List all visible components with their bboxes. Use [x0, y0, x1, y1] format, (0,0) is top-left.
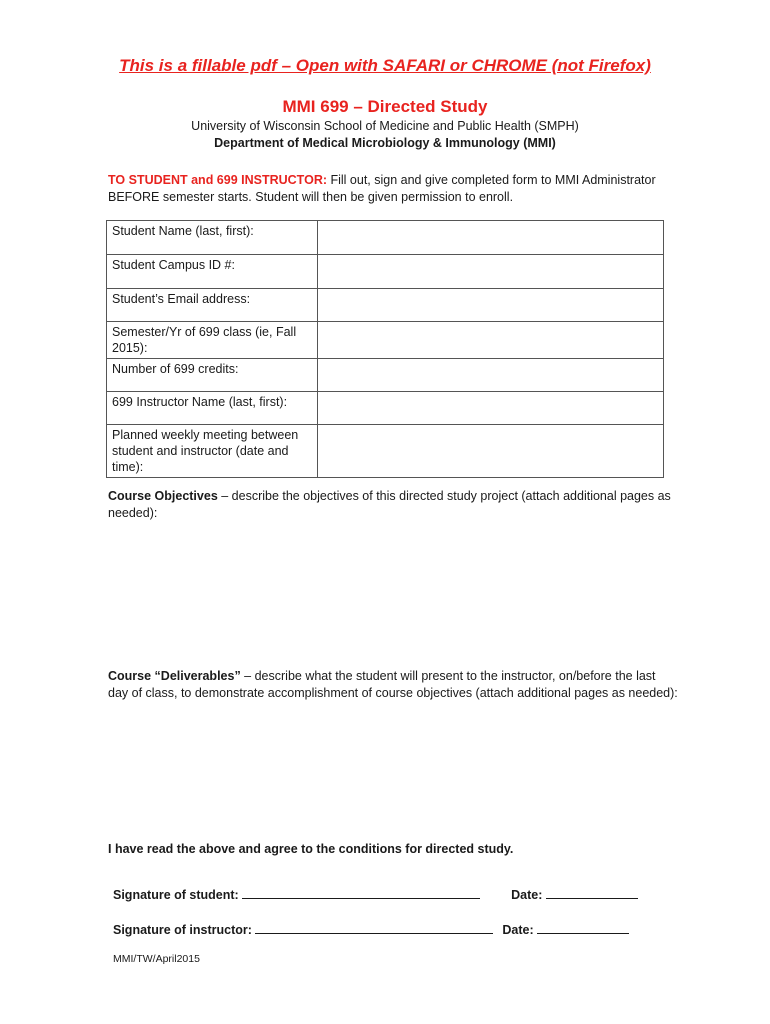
field-email[interactable] [318, 289, 664, 322]
deliverables-text: – describe what the student will present to the instructor, on/before the last day of class, to demonstrate accomplishment of course objectives (attach additional pages as needed): [108, 669, 678, 700]
instructions-text: Fill out, sign and give completed form to MMI Administrator BEFORE semester starts. Student will then be given permission to enroll. [108, 173, 656, 204]
instructions [108, 172, 678, 206]
student-signature-label: Signature of student [113, 888, 235, 902]
deliverables-field[interactable] [108, 722, 664, 832]
field-label-student-name: Student Name (last, first): [107, 221, 318, 255]
field-credits[interactable] [318, 359, 664, 392]
field-weekly-meeting[interactable] [318, 425, 664, 478]
field-label-instructor-name: 699 Instructor Name (last, first): [107, 392, 318, 425]
instructor-date-label: Date [502, 923, 530, 937]
field-campus-id[interactable] [318, 255, 664, 289]
instructions-lead: TO STUDENT and 699 INSTRUCTOR: [108, 173, 328, 187]
field-label-semester: Semester/Yr of 699 class (ie, Fall 2015): [107, 322, 318, 359]
university-name: University of Wisconsin School of Medicine and Public Health (SMPH) [191, 119, 579, 133]
student-info-table [106, 220, 664, 478]
deliverables-section [108, 668, 678, 702]
field-label-weekly-meeting: Planned weekly meeting between student and instructor (date and time): [107, 425, 318, 478]
department-name: Department of Medical Microbiology & Immunology (MMI) [214, 136, 556, 150]
objectives-field[interactable] [108, 525, 664, 655]
agreement-statement: I have read the above and agree to the conditions for directed study. [108, 842, 514, 856]
field-label-email: Student’s Email address: [107, 289, 318, 322]
objectives-section [108, 488, 678, 522]
student-date-label: Date [511, 888, 539, 902]
instructor-signature-label: Signature of instructor [113, 923, 248, 937]
instructor-signature-field[interactable] [255, 921, 493, 934]
field-instructor-name[interactable] [318, 392, 664, 425]
form-version-footer: MMI/TW/April2015 [113, 953, 200, 965]
student-date-field[interactable] [546, 886, 638, 899]
student-signature-row: Signature of student: Date: [113, 886, 673, 902]
deliverables-heading: Course “Deliverables” [108, 669, 241, 683]
student-signature-field[interactable] [242, 886, 480, 899]
field-semester[interactable] [318, 322, 664, 359]
browser-notice: This is a fillable pdf – Open with SAFARI or CHROME (not Firefox) [119, 56, 651, 75]
field-label-credits: Number of 699 credits: [107, 359, 318, 392]
objectives-heading: Course Objectives [108, 489, 218, 503]
field-student-name[interactable] [318, 221, 664, 255]
field-label-campus-id: Student Campus ID #: [107, 255, 318, 289]
form-title: MMI 699 – Directed Study [282, 97, 488, 116]
instructor-signature-row: Signature of instructor: Date: [113, 921, 673, 937]
instructor-date-field[interactable] [537, 921, 629, 934]
objectives-text: – describe the objectives of this directed study project (attach additional pages as needed): [108, 489, 671, 520]
